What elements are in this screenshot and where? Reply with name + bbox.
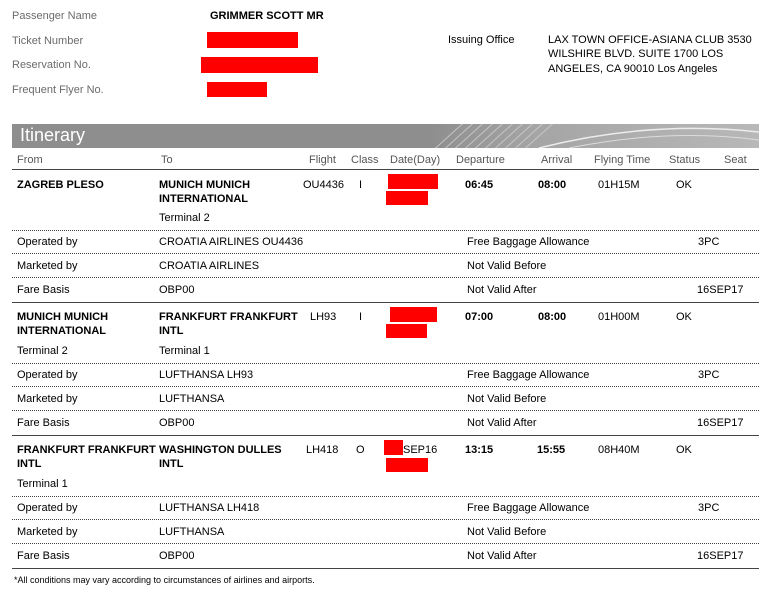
- segment-from-line-1: FRANKFURT FRANKFURT: [17, 444, 156, 456]
- col-header-status: Status: [669, 154, 701, 166]
- marketed-by-label: Marketed by: [17, 393, 78, 405]
- issuing-office-line-3: ANGELES, CA 90010 Los Angeles: [548, 63, 718, 75]
- table-bottom-divider: [12, 568, 759, 569]
- row-divider: [12, 496, 759, 497]
- reservation-label: Reservation No.: [12, 59, 91, 71]
- segment-departure: 07:00: [465, 311, 494, 323]
- date-redaction: [384, 440, 403, 455]
- segment-flying-time: 01H15M: [598, 179, 640, 191]
- marketed-by-value: CROATIA AIRLINES: [159, 260, 260, 272]
- row-divider: [12, 277, 759, 278]
- decorative-swoosh-graphic: [429, 124, 759, 148]
- baggage-label: Free Baggage Allowance: [467, 369, 590, 381]
- frequent-flyer-label: Frequent Flyer No.: [12, 84, 104, 96]
- date-redaction: [388, 174, 438, 189]
- segment-flying-time: 08H40M: [598, 444, 640, 456]
- segment-departure: 13:15: [465, 444, 494, 456]
- row-divider: [12, 543, 759, 544]
- segment-status: OK: [676, 179, 692, 191]
- marketed-by-label: Marketed by: [17, 526, 78, 538]
- baggage-value: 3PC: [698, 369, 720, 381]
- not-valid-before-label: Not Valid Before: [467, 393, 547, 405]
- itinerary-header-bar: [12, 124, 759, 148]
- issuing-office-line-1: LAX TOWN OFFICE-ASIANA CLUB 3530: [548, 34, 752, 46]
- fare-basis-label: Fare Basis: [17, 284, 70, 296]
- segment-to-line-1: FRANKFURT FRANKFURT: [159, 311, 298, 323]
- segment-class: I: [359, 179, 363, 191]
- segment-from-line-1: MUNICH MUNICH: [17, 311, 109, 323]
- marketed-by-value: LUFTHANSA: [159, 526, 225, 538]
- segment-class: O: [356, 444, 365, 456]
- baggage-label: Free Baggage Allowance: [467, 502, 590, 514]
- col-header-flight: Flight: [309, 154, 336, 166]
- row-divider: [12, 386, 759, 387]
- operated-by-value: LUFTHANSA LH93: [159, 369, 254, 381]
- ticket-number-redaction: [207, 32, 298, 48]
- segment-flight: LH93: [310, 311, 337, 323]
- not-valid-after-label: Not Valid After: [467, 284, 537, 296]
- issuing-office-line-2: WILSHIRE BLVD. SUITE 1700 LOS: [548, 48, 724, 60]
- col-header-date: Date(Day): [390, 154, 441, 166]
- column-header-divider: [12, 169, 759, 170]
- segment-divider: [12, 435, 759, 436]
- segment-from-terminal: Terminal 1: [17, 478, 68, 490]
- segment-status: OK: [676, 311, 692, 323]
- segment-arrival: 08:00: [538, 311, 567, 323]
- col-header-class: Class: [351, 154, 379, 166]
- passenger-name-label: Passenger Name: [12, 10, 97, 22]
- segment-arrival: 08:00: [538, 179, 567, 191]
- segment-from-line-2: INTL: [17, 458, 42, 470]
- day-redaction: [386, 191, 428, 205]
- row-divider: [12, 363, 759, 364]
- baggage-value: 3PC: [698, 236, 720, 248]
- segment-from-terminal: Terminal 2: [17, 345, 68, 357]
- segment-arrival: 15:55: [537, 444, 566, 456]
- not-valid-before-label: Not Valid Before: [467, 260, 547, 272]
- not-valid-after-label: Not Valid After: [467, 417, 537, 429]
- segment-flying-time: 01H00M: [598, 311, 640, 323]
- marketed-by-label: Marketed by: [17, 260, 78, 272]
- segment-date: SEP16: [403, 444, 438, 456]
- operated-by-label: Operated by: [17, 502, 78, 514]
- fare-basis-label: Fare Basis: [17, 417, 70, 429]
- footnote: *All conditions may vary according to circumstances of airlines and airports.: [14, 575, 315, 585]
- itinerary-title: Itinerary: [20, 125, 86, 145]
- operated-by-label: Operated by: [17, 236, 78, 248]
- reservation-redaction: [201, 57, 318, 73]
- col-header-to: To: [161, 154, 173, 166]
- baggage-label: Free Baggage Allowance: [467, 236, 590, 248]
- segment-from-line-1: ZAGREB PLESO: [17, 179, 104, 191]
- row-divider: [12, 230, 759, 231]
- row-divider: [12, 410, 759, 411]
- issuing-office-label: Issuing Office: [448, 34, 515, 46]
- not-valid-after-value: 16SEP17: [697, 550, 744, 562]
- not-valid-after-value: 16SEP17: [697, 284, 744, 296]
- col-header-flying-time: Flying Time: [594, 154, 651, 166]
- segment-departure: 06:45: [465, 179, 494, 191]
- baggage-value: 3PC: [698, 502, 720, 514]
- segment-class: I: [359, 311, 363, 323]
- col-header-departure: Departure: [456, 154, 505, 166]
- not-valid-after-value: 16SEP17: [697, 417, 744, 429]
- segment-to-line-1: MUNICH MUNICH: [159, 179, 251, 191]
- operated-by-label: Operated by: [17, 369, 78, 381]
- day-redaction: [386, 324, 427, 338]
- row-divider: [12, 253, 759, 254]
- segment-status: OK: [676, 444, 692, 456]
- col-header-seat: Seat: [724, 154, 747, 166]
- fare-basis-value: OBP00: [159, 417, 195, 429]
- segment-to-line-2: INTL: [159, 325, 184, 337]
- day-redaction: [386, 458, 428, 472]
- not-valid-before-label: Not Valid Before: [467, 526, 547, 538]
- segment-from-line-2: INTERNATIONAL: [17, 325, 107, 337]
- segment-to-line-2: INTERNATIONAL: [159, 193, 249, 205]
- marketed-by-value: LUFTHANSA: [159, 393, 225, 405]
- operated-by-value: LUFTHANSA LH418: [159, 502, 260, 514]
- fare-basis-value: OBP00: [159, 284, 195, 296]
- col-header-from: From: [17, 154, 43, 166]
- passenger-name-value: GRIMMER SCOTT MR: [210, 10, 324, 22]
- date-redaction: [390, 307, 437, 322]
- operated-by-value: CROATIA AIRLINES OU4436: [159, 236, 304, 248]
- row-divider: [12, 519, 759, 520]
- frequent-flyer-redaction: [207, 82, 267, 97]
- col-header-arrival: Arrival: [541, 154, 573, 166]
- fare-basis-label: Fare Basis: [17, 550, 70, 562]
- segment-to-terminal: Terminal 1: [159, 345, 210, 357]
- ticket-number-label: Ticket Number: [12, 35, 84, 47]
- segment-flight: OU4436: [303, 179, 344, 191]
- not-valid-after-label: Not Valid After: [467, 550, 537, 562]
- segment-to-line-1: WASHINGTON DULLES: [159, 444, 282, 456]
- fare-basis-value: OBP00: [159, 550, 195, 562]
- segment-to-line-2: INTL: [159, 458, 184, 470]
- segment-flight: LH418: [306, 444, 339, 456]
- segment-to-terminal: Terminal 2: [159, 212, 210, 224]
- segment-divider: [12, 302, 759, 303]
